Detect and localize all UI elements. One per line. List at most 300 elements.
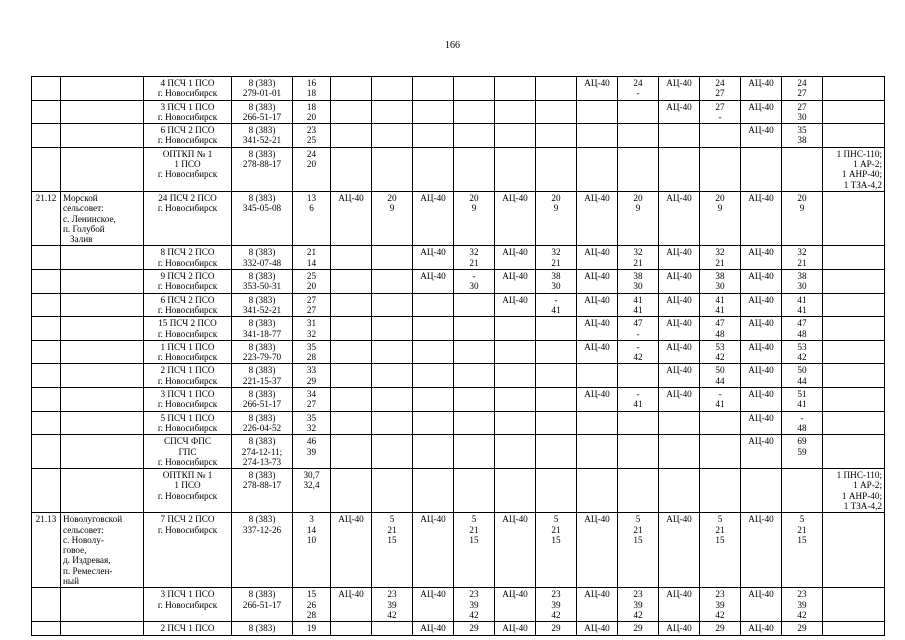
cell-fire-unit: СПСЧ ФПС ГПС г. Новосибирск (144, 435, 232, 469)
cell-time-3 (536, 147, 577, 191)
cell-vehicle-3 (495, 124, 536, 148)
fire-units-table (31, 76, 885, 636)
cell-vehicle-6: АЦ-40 (741, 293, 782, 317)
cell-phone: 8 (383) 353-50-31 (232, 270, 293, 294)
cell-settlement (61, 246, 144, 270)
table-row (32, 469, 885, 513)
cell-time-4: 24 - (618, 77, 659, 101)
cell-extra-equipment (823, 435, 885, 469)
table-row (32, 317, 885, 341)
cell-vehicle-2 (413, 435, 454, 469)
cell-vehicle-1 (331, 435, 372, 469)
cell-vehicle-5: АЦ-40 (659, 246, 700, 270)
cell-vehicle-1 (331, 411, 372, 435)
cell-time-2: 29 (454, 622, 495, 635)
cell-fire-unit: 3 ПСЧ 1 ПСО г. Новосибирск (144, 100, 232, 124)
cell-time-1 (372, 270, 413, 294)
cell-row-number (32, 588, 61, 622)
cell-time-5: 23 39 42 (700, 588, 741, 622)
cell-fire-unit: 9 ПСЧ 2 ПСО г. Новосибирск (144, 270, 232, 294)
cell-distance: 46 39 (293, 435, 331, 469)
cell-time-4: - 41 (618, 388, 659, 412)
cell-time-4: 5 21 15 (618, 513, 659, 588)
cell-time-1 (372, 293, 413, 317)
cell-time-5 (700, 435, 741, 469)
cell-settlement (61, 622, 144, 635)
cell-vehicle-2: АЦ-40 (413, 513, 454, 588)
cell-vehicle-4: АЦ-40 (577, 270, 618, 294)
cell-time-5: 27 - (700, 100, 741, 124)
page-number: 166 (445, 40, 460, 51)
cell-vehicle-6: АЦ-40 (741, 100, 782, 124)
cell-time-6: 69 59 (782, 435, 823, 469)
cell-row-number (32, 270, 61, 294)
cell-distance: 3 14 10 (293, 513, 331, 588)
cell-vehicle-5 (659, 435, 700, 469)
cell-row-number (32, 411, 61, 435)
cell-extra-equipment (823, 293, 885, 317)
cell-vehicle-5: АЦ-40 (659, 588, 700, 622)
cell-distance: 16 18 (293, 77, 331, 101)
cell-vehicle-6: АЦ-40 (741, 77, 782, 101)
cell-distance: 18 20 (293, 100, 331, 124)
cell-time-6: 29 (782, 622, 823, 635)
cell-time-3: - 41 (536, 293, 577, 317)
cell-phone: 8 (383) 221-15-37 (232, 364, 293, 388)
cell-fire-unit: 7 ПСЧ 2 ПСО г. Новосибирск (144, 513, 232, 588)
cell-time-4 (618, 435, 659, 469)
cell-row-number: 21.12 (32, 191, 61, 245)
cell-vehicle-4: АЦ-40 (577, 622, 618, 635)
cell-row-number (32, 147, 61, 191)
cell-time-1 (372, 317, 413, 341)
cell-extra-equipment (823, 411, 885, 435)
cell-time-6: 32 21 (782, 246, 823, 270)
cell-vehicle-4 (577, 435, 618, 469)
cell-distance: 23 25 (293, 124, 331, 148)
cell-vehicle-2: АЦ-40 (413, 588, 454, 622)
cell-extra-equipment (823, 364, 885, 388)
cell-time-6: 38 30 (782, 270, 823, 294)
cell-extra-equipment (823, 388, 885, 412)
cell-extra-equipment (823, 100, 885, 124)
cell-settlement (61, 388, 144, 412)
cell-time-6: 53 42 (782, 340, 823, 364)
cell-vehicle-5 (659, 124, 700, 148)
cell-phone: 8 (383) 332-07-48 (232, 246, 293, 270)
cell-vehicle-4: АЦ-40 (577, 588, 618, 622)
cell-settlement (61, 411, 144, 435)
cell-distance: 31 32 (293, 317, 331, 341)
table-row (32, 364, 885, 388)
cell-settlement (61, 364, 144, 388)
cell-time-4 (618, 147, 659, 191)
cell-time-1 (372, 100, 413, 124)
cell-time-2 (454, 124, 495, 148)
cell-distance: 33 29 (293, 364, 331, 388)
cell-vehicle-1 (331, 469, 372, 513)
cell-vehicle-2 (413, 147, 454, 191)
cell-extra-equipment (823, 191, 885, 245)
cell-vehicle-3 (495, 411, 536, 435)
cell-vehicle-2 (413, 100, 454, 124)
cell-time-1 (372, 388, 413, 412)
cell-vehicle-6: АЦ-40 (741, 513, 782, 588)
cell-row-number (32, 469, 61, 513)
cell-vehicle-3: АЦ-40 (495, 270, 536, 294)
cell-vehicle-3: АЦ-40 (495, 588, 536, 622)
cell-time-1 (372, 622, 413, 635)
table-row (32, 270, 885, 294)
cell-time-3 (536, 469, 577, 513)
cell-time-6: 24 27 (782, 77, 823, 101)
cell-vehicle-1 (331, 340, 372, 364)
cell-vehicle-4: АЦ-40 (577, 513, 618, 588)
cell-time-2 (454, 147, 495, 191)
cell-time-4: 29 (618, 622, 659, 635)
cell-vehicle-3 (495, 340, 536, 364)
cell-time-6: 41 41 (782, 293, 823, 317)
cell-fire-unit: 6 ПСЧ 2 ПСО г. Новосибирск (144, 293, 232, 317)
cell-time-3: 5 21 15 (536, 513, 577, 588)
cell-vehicle-5: АЦ-40 (659, 317, 700, 341)
cell-time-5 (700, 469, 741, 513)
cell-extra-equipment (823, 270, 885, 294)
cell-vehicle-2 (413, 77, 454, 101)
cell-time-5: 50 44 (700, 364, 741, 388)
cell-extra-equipment: 1 ПНС-110; 1 АР-2; 1 АНР-40; 1 ТЗА-4,2 (823, 147, 885, 191)
cell-vehicle-6 (741, 469, 782, 513)
cell-vehicle-5: АЦ-40 (659, 77, 700, 101)
cell-vehicle-3 (495, 317, 536, 341)
cell-row-number (32, 317, 61, 341)
cell-time-3: 23 39 42 (536, 588, 577, 622)
cell-row-number (32, 124, 61, 148)
cell-extra-equipment (823, 317, 885, 341)
cell-fire-unit: ОПТКП № 1 1 ПСО г. Новосибирск (144, 147, 232, 191)
cell-vehicle-6: АЦ-40 (741, 622, 782, 635)
cell-vehicle-6: АЦ-40 (741, 124, 782, 148)
cell-time-3 (536, 411, 577, 435)
cell-vehicle-1 (331, 124, 372, 148)
cell-fire-unit: ОПТКП № 1 1 ПСО г. Новосибирск (144, 469, 232, 513)
cell-time-3: 32 21 (536, 246, 577, 270)
cell-vehicle-2: АЦ-40 (413, 622, 454, 635)
cell-time-4: 20 9 (618, 191, 659, 245)
cell-vehicle-3: АЦ-40 (495, 293, 536, 317)
cell-vehicle-6: АЦ-40 (741, 364, 782, 388)
cell-vehicle-4 (577, 124, 618, 148)
cell-phone: 8 (383) 345-05-08 (232, 191, 293, 245)
cell-settlement (61, 147, 144, 191)
cell-time-6: 5 21 15 (782, 513, 823, 588)
table-row (32, 147, 885, 191)
table-row (32, 100, 885, 124)
cell-vehicle-5: АЦ-40 (659, 622, 700, 635)
cell-vehicle-3 (495, 435, 536, 469)
cell-time-5 (700, 147, 741, 191)
cell-distance: 30,7 32,4 (293, 469, 331, 513)
cell-vehicle-1 (331, 270, 372, 294)
cell-vehicle-3 (495, 100, 536, 124)
cell-vehicle-3 (495, 388, 536, 412)
cell-phone: 8 (383) 341-52-21 (232, 124, 293, 148)
cell-time-4: 41 41 (618, 293, 659, 317)
cell-time-5: 20 9 (700, 191, 741, 245)
cell-phone: 8 (383) 266-51-17 (232, 100, 293, 124)
cell-row-number (32, 340, 61, 364)
cell-time-4: 47 - (618, 317, 659, 341)
cell-distance: 34 27 (293, 388, 331, 412)
table-body (32, 77, 885, 636)
cell-time-6: 20 9 (782, 191, 823, 245)
cell-time-5: 29 (700, 622, 741, 635)
cell-time-2 (454, 388, 495, 412)
cell-fire-unit: 15 ПСЧ 2 ПСО г. Новосибирск (144, 317, 232, 341)
cell-vehicle-2 (413, 364, 454, 388)
cell-vehicle-4: АЦ-40 (577, 388, 618, 412)
table-row (32, 293, 885, 317)
cell-fire-unit: 3 ПСЧ 1 ПСО г. Новосибирск (144, 588, 232, 622)
table-row (32, 388, 885, 412)
cell-distance: 35 32 (293, 411, 331, 435)
cell-time-3: 20 9 (536, 191, 577, 245)
cell-time-2 (454, 411, 495, 435)
cell-vehicle-5: АЦ-40 (659, 293, 700, 317)
cell-settlement (61, 270, 144, 294)
cell-time-5: 5 21 15 (700, 513, 741, 588)
cell-time-1 (372, 435, 413, 469)
cell-vehicle-2 (413, 317, 454, 341)
cell-fire-unit: 5 ПСЧ 1 ПСО г. Новосибирск (144, 411, 232, 435)
cell-time-4 (618, 124, 659, 148)
cell-time-2 (454, 77, 495, 101)
cell-vehicle-2 (413, 124, 454, 148)
cell-vehicle-5: АЦ-40 (659, 340, 700, 364)
cell-time-2 (454, 469, 495, 513)
cell-vehicle-4: АЦ-40 (577, 77, 618, 101)
cell-extra-equipment: 1 ПНС-110; 1 АР-2; 1 АНР-40; 1 ТЗА-4,2 (823, 469, 885, 513)
cell-vehicle-6: АЦ-40 (741, 411, 782, 435)
cell-vehicle-4: АЦ-40 (577, 246, 618, 270)
cell-time-4: - 42 (618, 340, 659, 364)
cell-distance: 35 28 (293, 340, 331, 364)
cell-vehicle-1 (331, 77, 372, 101)
cell-time-2: - 30 (454, 270, 495, 294)
cell-phone: 8 (383) 226-04-52 (232, 411, 293, 435)
cell-vehicle-3: АЦ-40 (495, 191, 536, 245)
cell-extra-equipment (823, 513, 885, 588)
cell-fire-unit: 8 ПСЧ 2 ПСО г. Новосибирск (144, 246, 232, 270)
cell-extra-equipment (823, 124, 885, 148)
cell-time-1 (372, 77, 413, 101)
cell-time-3: 38 30 (536, 270, 577, 294)
cell-time-2 (454, 435, 495, 469)
cell-vehicle-5 (659, 469, 700, 513)
cell-vehicle-2 (413, 388, 454, 412)
cell-extra-equipment (823, 622, 885, 635)
cell-time-5: 38 30 (700, 270, 741, 294)
cell-vehicle-3: АЦ-40 (495, 622, 536, 635)
cell-vehicle-5 (659, 147, 700, 191)
cell-time-1: 20 9 (372, 191, 413, 245)
cell-distance: 21 14 (293, 246, 331, 270)
cell-vehicle-1 (331, 147, 372, 191)
cell-time-1 (372, 340, 413, 364)
cell-time-6: 35 38 (782, 124, 823, 148)
cell-phone: 8 (383) 337-12-26 (232, 513, 293, 588)
cell-settlement (61, 435, 144, 469)
cell-phone: 8 (383) 223-79-70 (232, 340, 293, 364)
cell-phone: 8 (383) 341-52-21 (232, 293, 293, 317)
cell-time-6 (782, 469, 823, 513)
cell-time-1 (372, 364, 413, 388)
cell-time-1: 5 21 15 (372, 513, 413, 588)
cell-vehicle-4: АЦ-40 (577, 317, 618, 341)
cell-extra-equipment (823, 340, 885, 364)
cell-vehicle-6: АЦ-40 (741, 270, 782, 294)
cell-time-4: 23 39 42 (618, 588, 659, 622)
cell-vehicle-1 (331, 100, 372, 124)
cell-time-2 (454, 340, 495, 364)
cell-vehicle-6: АЦ-40 (741, 340, 782, 364)
table-row (32, 124, 885, 148)
cell-time-3 (536, 435, 577, 469)
cell-vehicle-4: АЦ-40 (577, 340, 618, 364)
cell-distance: 24 20 (293, 147, 331, 191)
cell-vehicle-1 (331, 364, 372, 388)
cell-settlement (61, 588, 144, 622)
cell-time-2: 23 39 42 (454, 588, 495, 622)
cell-settlement (61, 317, 144, 341)
cell-extra-equipment (823, 588, 885, 622)
cell-vehicle-4 (577, 100, 618, 124)
cell-time-2 (454, 293, 495, 317)
cell-time-5: 24 27 (700, 77, 741, 101)
table-row (32, 513, 885, 588)
cell-vehicle-1: АЦ-40 (331, 588, 372, 622)
cell-time-2: 32 21 (454, 246, 495, 270)
cell-time-4: 38 30 (618, 270, 659, 294)
cell-time-5 (700, 411, 741, 435)
cell-settlement (61, 124, 144, 148)
cell-phone: 8 (383) 266-51-17 (232, 388, 293, 412)
cell-phone: 8 (383) 274-12-11; 274-13-73 (232, 435, 293, 469)
cell-vehicle-6: АЦ-40 (741, 435, 782, 469)
cell-extra-equipment (823, 77, 885, 101)
cell-row-number (32, 435, 61, 469)
cell-vehicle-1: АЦ-40 (331, 191, 372, 245)
cell-settlement (61, 293, 144, 317)
cell-distance: 19 (293, 622, 331, 635)
cell-time-6: 27 30 (782, 100, 823, 124)
table-row (32, 622, 885, 635)
cell-phone: 8 (383) 279-01-01 (232, 77, 293, 101)
cell-time-5: 41 41 (700, 293, 741, 317)
cell-row-number (32, 622, 61, 635)
cell-fire-unit: 6 ПСЧ 2 ПСО г. Новосибирск (144, 124, 232, 148)
cell-distance: 15 26 28 (293, 588, 331, 622)
cell-fire-unit: 24 ПСЧ 2 ПСО г. Новосибирск (144, 191, 232, 245)
cell-vehicle-3 (495, 364, 536, 388)
table-row (32, 340, 885, 364)
cell-distance: 13 6 (293, 191, 331, 245)
cell-vehicle-4 (577, 411, 618, 435)
cell-vehicle-6: АЦ-40 (741, 191, 782, 245)
cell-row-number (32, 388, 61, 412)
cell-distance: 27 27 (293, 293, 331, 317)
cell-phone: 8 (383) (232, 622, 293, 635)
cell-vehicle-1 (331, 317, 372, 341)
cell-time-2 (454, 100, 495, 124)
cell-time-6: - 48 (782, 411, 823, 435)
cell-time-4 (618, 100, 659, 124)
cell-time-1: 23 39 42 (372, 588, 413, 622)
cell-time-3 (536, 100, 577, 124)
cell-time-6: 23 39 42 (782, 588, 823, 622)
cell-time-2 (454, 364, 495, 388)
cell-vehicle-6 (741, 147, 782, 191)
cell-settlement: Новолуговской сельсовет: с. Новолу- говое, д. Издревая, п. Ремеслен- ный (61, 513, 144, 588)
cell-time-2 (454, 317, 495, 341)
cell-row-number (32, 293, 61, 317)
cell-time-4 (618, 364, 659, 388)
cell-time-6 (782, 147, 823, 191)
cell-phone: 8 (383) 266-51-17 (232, 588, 293, 622)
cell-vehicle-5: АЦ-40 (659, 270, 700, 294)
cell-time-5: 32 21 (700, 246, 741, 270)
cell-vehicle-5: АЦ-40 (659, 364, 700, 388)
cell-row-number (32, 364, 61, 388)
cell-vehicle-4: АЦ-40 (577, 293, 618, 317)
cell-time-3 (536, 364, 577, 388)
cell-vehicle-2: АЦ-40 (413, 191, 454, 245)
cell-vehicle-5: АЦ-40 (659, 388, 700, 412)
cell-row-number (32, 246, 61, 270)
cell-settlement (61, 340, 144, 364)
cell-phone: 8 (383) 278-88-17 (232, 147, 293, 191)
cell-time-3: 29 (536, 622, 577, 635)
cell-time-1 (372, 147, 413, 191)
cell-vehicle-1 (331, 388, 372, 412)
cell-vehicle-2 (413, 411, 454, 435)
cell-settlement (61, 100, 144, 124)
cell-time-6: 51 41 (782, 388, 823, 412)
cell-vehicle-3 (495, 77, 536, 101)
cell-extra-equipment (823, 246, 885, 270)
cell-fire-unit: 1 ПСЧ 1 ПСО г. Новосибирск (144, 340, 232, 364)
cell-vehicle-4 (577, 147, 618, 191)
table-row (32, 588, 885, 622)
cell-row-number: 21.13 (32, 513, 61, 588)
table-row (32, 246, 885, 270)
cell-vehicle-2: АЦ-40 (413, 246, 454, 270)
table-row (32, 77, 885, 101)
cell-fire-unit: 4 ПСЧ 1 ПСО г. Новосибирск (144, 77, 232, 101)
cell-time-1 (372, 469, 413, 513)
cell-vehicle-3: АЦ-40 (495, 513, 536, 588)
cell-vehicle-6: АЦ-40 (741, 317, 782, 341)
cell-time-2: 5 21 15 (454, 513, 495, 588)
cell-vehicle-5: АЦ-40 (659, 513, 700, 588)
cell-vehicle-5 (659, 411, 700, 435)
cell-vehicle-3: АЦ-40 (495, 246, 536, 270)
cell-time-5: 47 48 (700, 317, 741, 341)
cell-vehicle-2 (413, 469, 454, 513)
cell-vehicle-5: АЦ-40 (659, 191, 700, 245)
cell-vehicle-3 (495, 469, 536, 513)
cell-vehicle-1 (331, 246, 372, 270)
